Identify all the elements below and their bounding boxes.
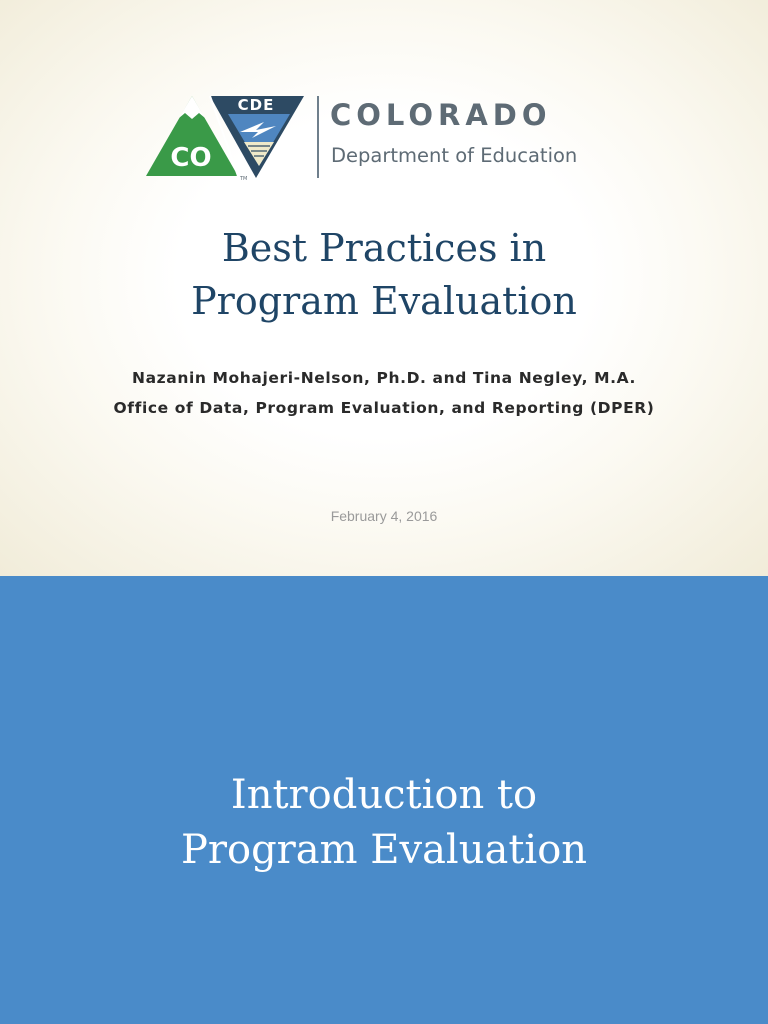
co-badge-text: CO [170, 143, 212, 173]
title-line: Program Evaluation [191, 279, 577, 323]
cde-logo [144, 92, 624, 184]
org-name: COLORADO [330, 98, 552, 132]
title-line: Best Practices in [221, 226, 547, 270]
trademark-text: TM [240, 176, 248, 182]
author-names: Nazanin Mohajeri-Nelson, Ph.D. and Tina Negley, M.A. [132, 369, 636, 387]
section-slide [0, 576, 768, 1024]
author-office: Office of Data, Program Evaluation, and Reporting (DPER) [113, 399, 655, 417]
presentation-date: February 4, 2016 [330, 508, 438, 524]
section-title-line: Introduction to [230, 772, 538, 818]
presentation-title [0, 222, 768, 328]
cde-seal-text: CDE [237, 96, 275, 114]
cde-logo-mark-icon [144, 92, 310, 184]
logo-divider [317, 96, 319, 178]
section-title-line: Program Evaluation [180, 827, 588, 873]
section-title [0, 768, 768, 878]
org-department: Department of Education [331, 144, 578, 167]
author-block [0, 363, 768, 423]
